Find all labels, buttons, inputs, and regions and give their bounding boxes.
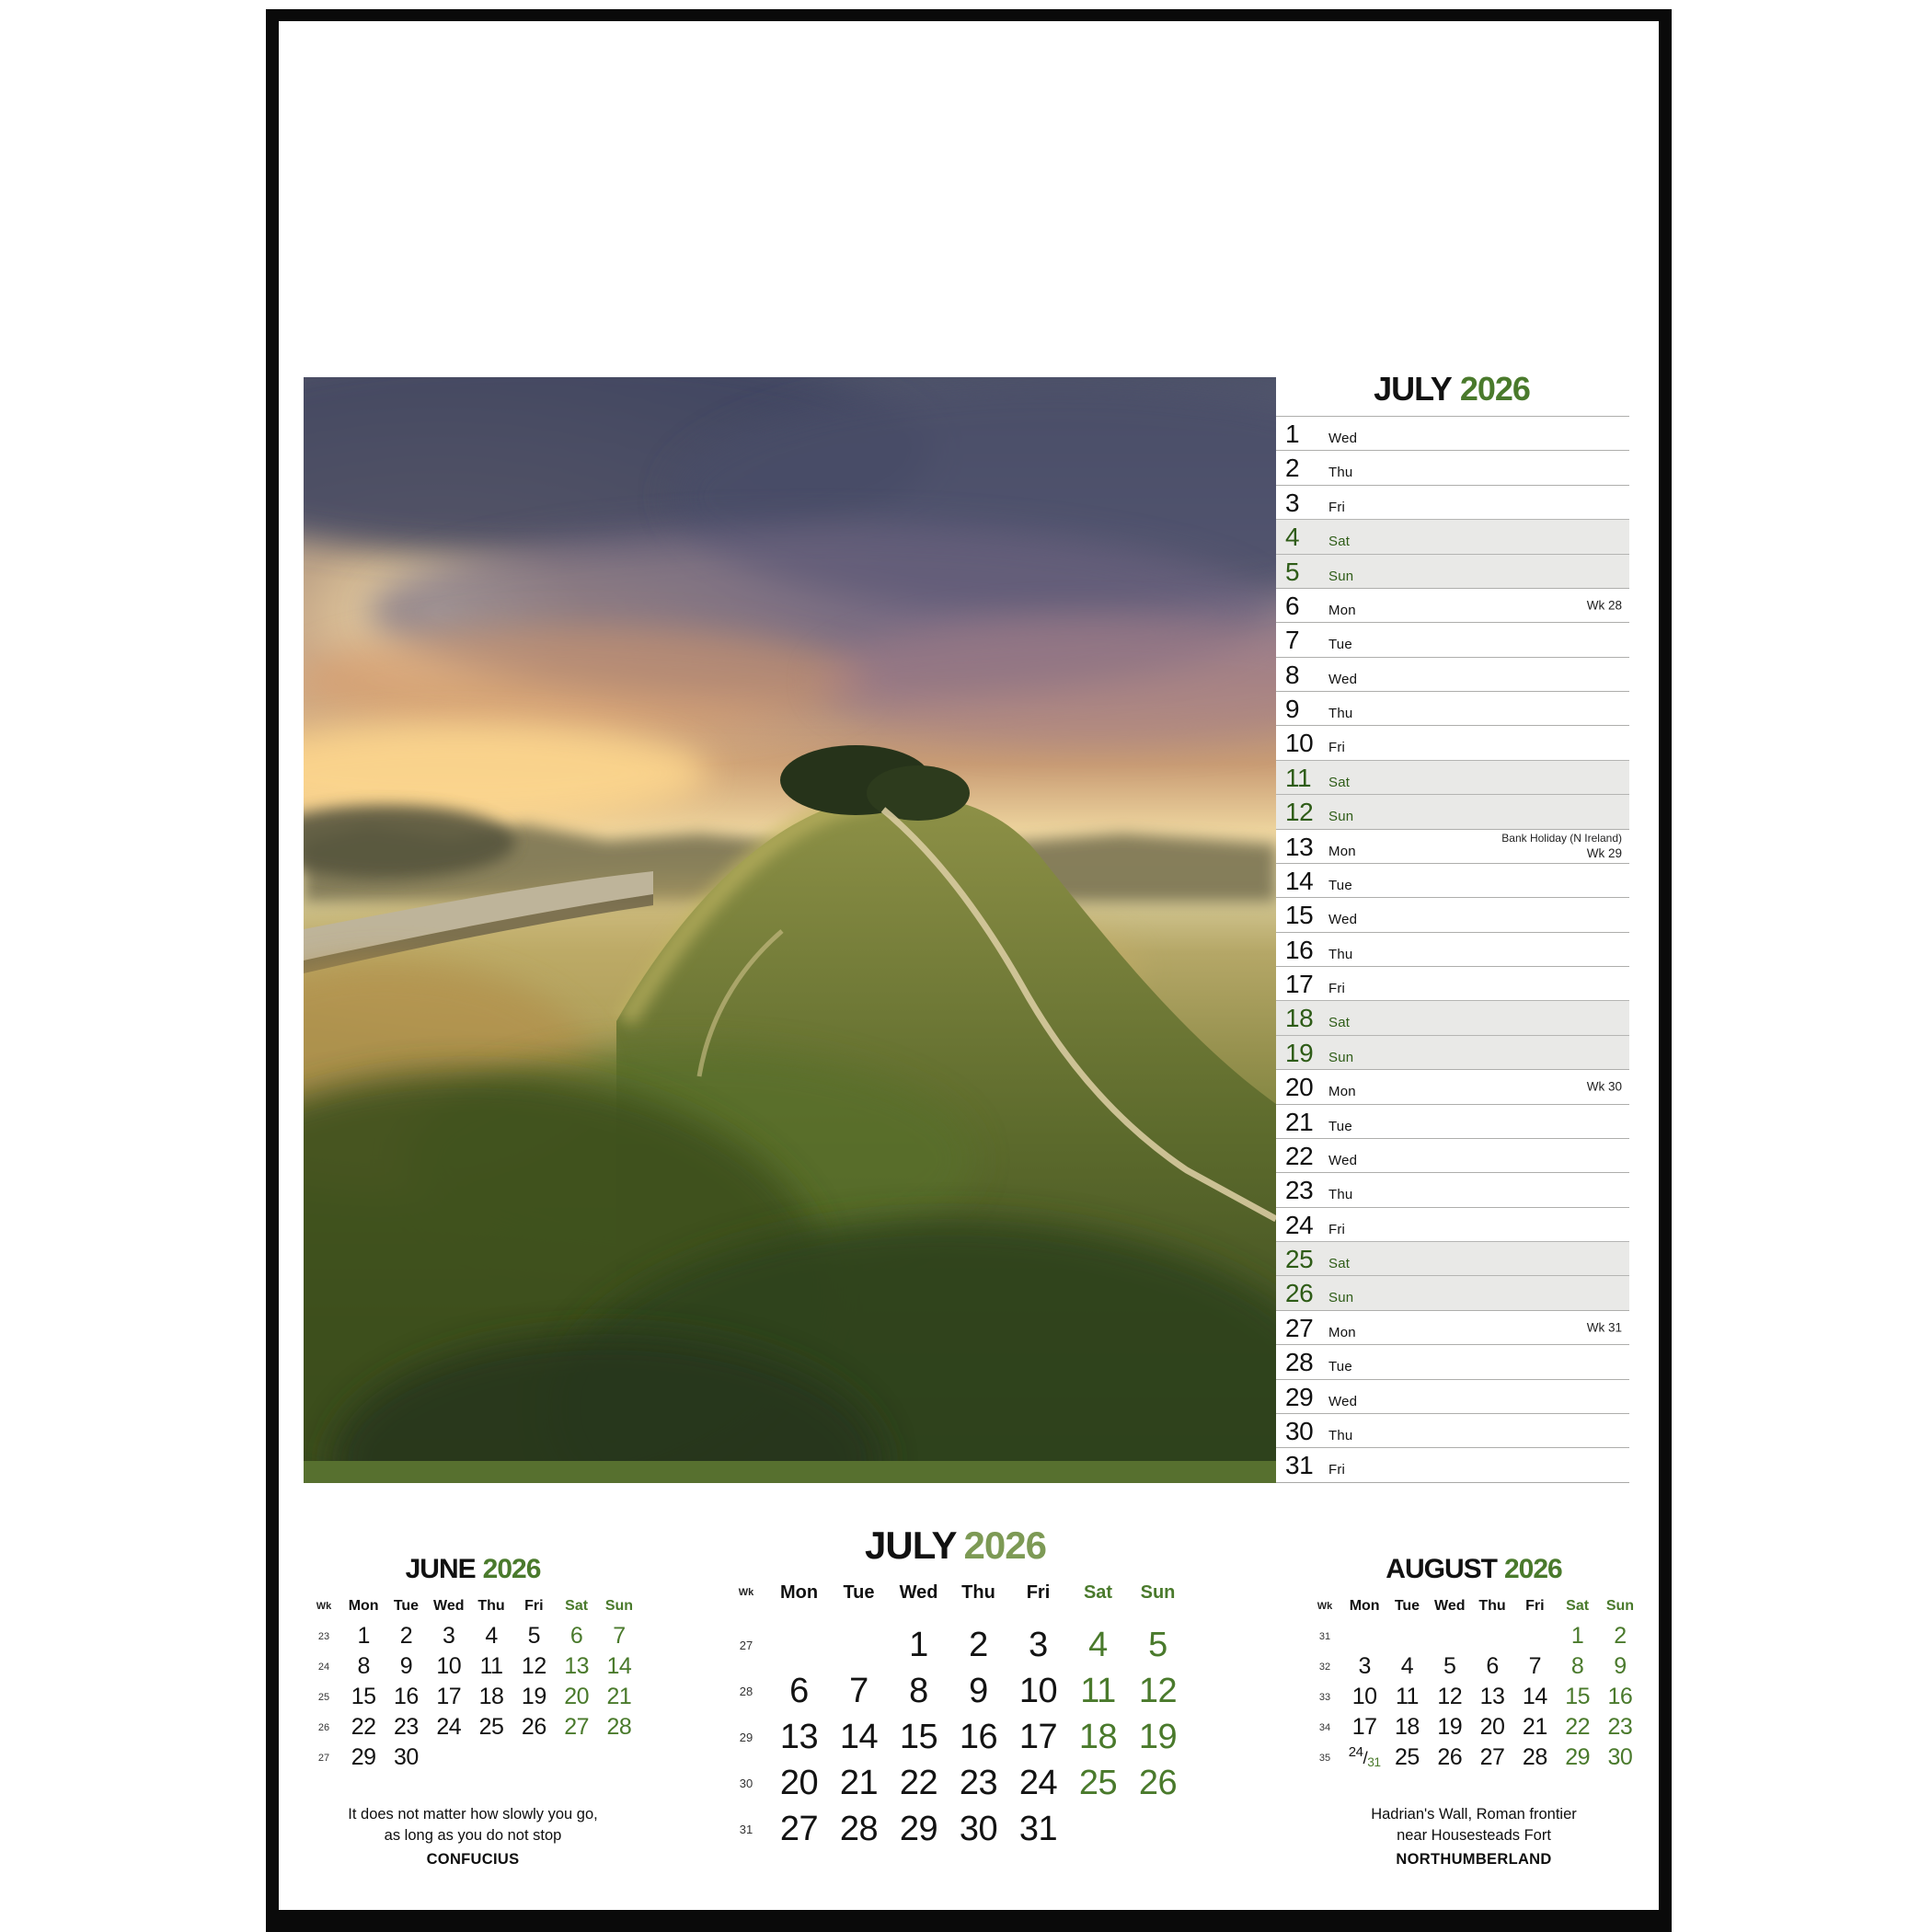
planner-row-10 bbox=[1276, 725, 1629, 759]
planner-weekday-label: Fri bbox=[1328, 1462, 1346, 1478]
week-number-label: Wk 28 bbox=[1586, 598, 1622, 613]
date-cell: 25 bbox=[1395, 1744, 1420, 1770]
planner-weekday-label: Thu bbox=[1328, 946, 1353, 962]
date-cell bbox=[1343, 1742, 1386, 1773]
planner-row-30 bbox=[1276, 1413, 1629, 1447]
planner-weekday-label: Tue bbox=[1328, 637, 1352, 653]
date-cell: 29 bbox=[1565, 1744, 1591, 1770]
date-cell: 3 bbox=[1358, 1653, 1371, 1679]
planner-rows bbox=[1276, 416, 1629, 1483]
date-cell: 15 bbox=[1565, 1684, 1591, 1709]
planner-row-31 bbox=[1276, 1447, 1629, 1481]
planner-row-26 bbox=[1276, 1275, 1629, 1309]
date-cell: 1 bbox=[1570, 1623, 1584, 1649]
planner-day-number: 3 bbox=[1285, 488, 1300, 517]
photo-green-band bbox=[304, 1461, 1276, 1483]
planner-day-number: 31 bbox=[1285, 1451, 1314, 1480]
day-header-sun: Sun bbox=[1605, 1597, 1635, 1614]
quote-line-2: as long as you do not stop bbox=[384, 1827, 562, 1844]
planner-weekday-label: Fri bbox=[1328, 1221, 1346, 1237]
planner-weekday-label: Fri bbox=[1328, 740, 1346, 756]
date-upper: 24 bbox=[1348, 1744, 1363, 1760]
planner-weekday-label: Tue bbox=[1328, 877, 1352, 893]
planner-day-number: 10 bbox=[1285, 729, 1314, 758]
date-cell: 6 bbox=[1486, 1653, 1499, 1679]
planner-day-number: 16 bbox=[1285, 935, 1314, 964]
date-cell: 28 bbox=[1522, 1744, 1547, 1770]
date-cell: 17 bbox=[436, 1684, 462, 1709]
day-header-thu: Thu bbox=[1478, 1597, 1506, 1614]
planner-row-16 bbox=[1276, 932, 1629, 966]
date-cell: 23 bbox=[1607, 1714, 1633, 1740]
planner-weekday-label: Wed bbox=[1328, 671, 1358, 687]
planner-row-9 bbox=[1276, 691, 1629, 725]
caption-line-1: Hadrian's Wall, Roman frontier bbox=[1371, 1806, 1577, 1823]
mini-june-year: 2026 bbox=[482, 1554, 541, 1584]
empty-cell bbox=[555, 1742, 597, 1773]
mini-july-grid bbox=[723, 1576, 1188, 1852]
date-cell: 13 bbox=[779, 1717, 819, 1756]
planner-row-27 bbox=[1276, 1310, 1629, 1344]
empty-cell bbox=[1386, 1621, 1428, 1651]
week-number: 24 bbox=[317, 1661, 330, 1673]
day-header-wk: Wk bbox=[316, 1600, 332, 1612]
date-cell: 2 bbox=[1614, 1623, 1627, 1649]
empty-cell bbox=[1128, 1806, 1188, 1852]
planner-day-number: 5 bbox=[1285, 557, 1300, 586]
date-cell: 4 bbox=[485, 1623, 498, 1649]
date-cell: 26 bbox=[1437, 1744, 1463, 1770]
day-header-sat: Sat bbox=[565, 1597, 589, 1614]
planner-row-29 bbox=[1276, 1379, 1629, 1413]
planner-weekday-label: Sat bbox=[1328, 1256, 1351, 1271]
week-number: 35 bbox=[1318, 1752, 1331, 1764]
date-cell: 23 bbox=[959, 1763, 998, 1802]
date-cell: 25 bbox=[478, 1714, 504, 1740]
planner-weekday-label: Sun bbox=[1328, 1290, 1354, 1306]
week-number-label: Wk 29 bbox=[1586, 845, 1622, 860]
date-cell: 4 bbox=[1400, 1653, 1414, 1679]
date-cell: 22 bbox=[899, 1763, 938, 1802]
mini-calendar-august bbox=[1306, 1554, 1641, 1773]
planner-row-19 bbox=[1276, 1035, 1629, 1069]
date-cell: 21 bbox=[839, 1763, 879, 1802]
date-cell: 14 bbox=[839, 1717, 879, 1756]
date-cell: 17 bbox=[1351, 1714, 1377, 1740]
planner-month: JULY bbox=[1374, 370, 1452, 408]
planner-weekday-label: Sun bbox=[1328, 809, 1354, 825]
week-number: 33 bbox=[1318, 1691, 1331, 1703]
planner-weekday-label: Mon bbox=[1328, 1084, 1356, 1100]
empty-cell bbox=[769, 1622, 829, 1668]
week-number: 27 bbox=[739, 1638, 753, 1652]
mini-june-month: JUNE bbox=[405, 1554, 476, 1584]
planner-day-number: 17 bbox=[1285, 970, 1314, 998]
date-cell: 21 bbox=[606, 1684, 632, 1709]
planner-day-number: 2 bbox=[1285, 454, 1300, 483]
planner-row-annotations bbox=[1501, 832, 1622, 860]
date-cell: 11 bbox=[1080, 1671, 1116, 1710]
planner-weekday-label: Sun bbox=[1328, 1049, 1354, 1065]
planner-row-4 bbox=[1276, 519, 1629, 553]
planner-day-number: 7 bbox=[1285, 626, 1300, 655]
date-cell: 8 bbox=[357, 1653, 370, 1679]
mini-calendar-july bbox=[723, 1524, 1188, 1852]
day-header-thu: Thu bbox=[961, 1581, 995, 1603]
planner-day-number: 11 bbox=[1285, 763, 1312, 792]
planner-row-8 bbox=[1276, 657, 1629, 691]
date-cell: 27 bbox=[1479, 1744, 1505, 1770]
empty-cell bbox=[1513, 1621, 1556, 1651]
planner-row-13 bbox=[1276, 829, 1629, 863]
planner-day-number: 15 bbox=[1285, 901, 1314, 930]
day-header-wk: Wk bbox=[738, 1587, 754, 1598]
date-cell: 18 bbox=[478, 1684, 504, 1709]
date-cell: 19 bbox=[1138, 1717, 1178, 1756]
photo-caption-block bbox=[1306, 1804, 1641, 1870]
planner-weekday-label: Mon bbox=[1328, 1324, 1356, 1340]
planner-day-number: 6 bbox=[1285, 591, 1300, 620]
week-number: 27 bbox=[317, 1752, 330, 1764]
day-header-mon: Mon bbox=[348, 1597, 379, 1614]
mini-august-title bbox=[1306, 1554, 1641, 1585]
planner-row-5 bbox=[1276, 554, 1629, 588]
date-cell: 10 bbox=[1351, 1684, 1377, 1709]
week-number: 34 bbox=[1318, 1721, 1331, 1733]
planner-row-20 bbox=[1276, 1069, 1629, 1103]
date-cell: 2 bbox=[969, 1625, 988, 1664]
date-cell: 16 bbox=[394, 1684, 419, 1709]
planner-weekday-label: Sat bbox=[1328, 774, 1351, 790]
date-cell: 29 bbox=[899, 1809, 938, 1848]
day-header-thu: Thu bbox=[477, 1597, 505, 1614]
planner-row-1 bbox=[1276, 416, 1629, 450]
day-header-tue: Tue bbox=[843, 1581, 875, 1603]
week-number: 28 bbox=[739, 1684, 753, 1698]
day-header-wed: Wed bbox=[433, 1597, 465, 1614]
planner-day-number: 22 bbox=[1285, 1141, 1314, 1170]
date-cell: 14 bbox=[1522, 1684, 1547, 1709]
planner-weekday-label: Thu bbox=[1328, 1427, 1353, 1443]
day-header-wk: Wk bbox=[1317, 1600, 1333, 1612]
planner-row-28 bbox=[1276, 1344, 1629, 1378]
mini-june-grid bbox=[305, 1591, 640, 1773]
planner-weekday-label: Wed bbox=[1328, 431, 1358, 446]
date-cell: 10 bbox=[1018, 1671, 1058, 1710]
date-cell: 26 bbox=[521, 1714, 546, 1740]
planner-weekday-label: Mon bbox=[1328, 843, 1356, 859]
date-cell: 5 bbox=[527, 1623, 541, 1649]
planner-row-3 bbox=[1276, 485, 1629, 519]
week-number: 30 bbox=[739, 1776, 753, 1790]
date-cell: 5 bbox=[1148, 1625, 1167, 1664]
week-number: 26 bbox=[317, 1721, 330, 1733]
empty-cell bbox=[428, 1742, 470, 1773]
planner-day-number: 30 bbox=[1285, 1416, 1314, 1445]
date-cell: 8 bbox=[1570, 1653, 1584, 1679]
planner-day-number: 28 bbox=[1285, 1348, 1314, 1377]
date-cell: 2 bbox=[399, 1623, 413, 1649]
week-number: 31 bbox=[739, 1822, 753, 1836]
planner-weekday-label: Sun bbox=[1328, 568, 1354, 584]
planner-row-6 bbox=[1276, 588, 1629, 622]
day-header-fri: Fri bbox=[524, 1597, 544, 1614]
mini-august-year: 2026 bbox=[1503, 1554, 1562, 1584]
date-cell: 13 bbox=[1479, 1684, 1505, 1709]
week-number-label: Wk 30 bbox=[1586, 1079, 1622, 1094]
planner-row-11 bbox=[1276, 760, 1629, 794]
empty-cell bbox=[1343, 1621, 1386, 1651]
date-cell: 22 bbox=[1565, 1714, 1591, 1740]
day-header-fri: Fri bbox=[1525, 1597, 1545, 1614]
date-cell: 14 bbox=[606, 1653, 632, 1679]
empty-cell bbox=[512, 1742, 555, 1773]
date-cell: 24 bbox=[1018, 1763, 1058, 1802]
planner-weekday-label: Mon bbox=[1328, 602, 1356, 618]
day-header-mon: Mon bbox=[1349, 1597, 1380, 1614]
planner-weekday-label: Fri bbox=[1328, 981, 1346, 996]
mini-calendar-june bbox=[305, 1554, 640, 1773]
date-cell: 18 bbox=[1078, 1717, 1118, 1756]
planner-day-number: 18 bbox=[1285, 1004, 1314, 1033]
date-cell: 1 bbox=[357, 1623, 370, 1649]
date-cell: 25 bbox=[1078, 1763, 1118, 1802]
planner-weekday-label: Wed bbox=[1328, 912, 1358, 928]
empty-cell bbox=[1068, 1806, 1128, 1852]
date-cell: 7 bbox=[1528, 1653, 1542, 1679]
planner-row-21 bbox=[1276, 1104, 1629, 1138]
date-cell: 18 bbox=[1395, 1714, 1420, 1740]
date-cell: 6 bbox=[789, 1671, 809, 1710]
date-cell: 1 bbox=[909, 1625, 928, 1664]
calendar-photo bbox=[304, 377, 1276, 1483]
empty-cell bbox=[470, 1742, 512, 1773]
quote-author: CONFUCIUS bbox=[426, 1851, 520, 1868]
planner-weekday-label: Wed bbox=[1328, 1393, 1358, 1409]
date-cell: 31 bbox=[1018, 1809, 1058, 1848]
planner-row-15 bbox=[1276, 897, 1629, 931]
date-cell: 8 bbox=[909, 1671, 928, 1710]
day-header-sun: Sun bbox=[604, 1597, 634, 1614]
day-header-tue: Tue bbox=[393, 1597, 420, 1614]
week-number-label: Wk 31 bbox=[1586, 1320, 1622, 1335]
planner-day-number: 4 bbox=[1285, 523, 1300, 552]
planner-day-number: 24 bbox=[1285, 1210, 1314, 1239]
photo-artwork bbox=[304, 377, 1276, 1483]
date-cell: 30 bbox=[394, 1744, 419, 1770]
date-cell: 6 bbox=[569, 1623, 583, 1649]
date-cell: 5 bbox=[1443, 1653, 1456, 1679]
planner-weekday-label: Thu bbox=[1328, 706, 1353, 721]
date-cell: 26 bbox=[1138, 1763, 1178, 1802]
date-cell: 27 bbox=[564, 1714, 590, 1740]
date-cell: 9 bbox=[969, 1671, 988, 1710]
date-cell: 10 bbox=[436, 1653, 462, 1679]
date-cell: 15 bbox=[351, 1684, 376, 1709]
week-number: 32 bbox=[1318, 1661, 1331, 1673]
mini-august-grid bbox=[1306, 1591, 1641, 1773]
date-cell: 12 bbox=[521, 1653, 546, 1679]
date-cell: 30 bbox=[959, 1809, 998, 1848]
date-cell: 3 bbox=[1029, 1625, 1048, 1664]
planner-row-17 bbox=[1276, 966, 1629, 1000]
planner-row-2 bbox=[1276, 450, 1629, 484]
empty-cell bbox=[829, 1622, 889, 1668]
date-cell: 16 bbox=[1607, 1684, 1633, 1709]
mini-june-title bbox=[305, 1554, 640, 1585]
planner-day-number: 19 bbox=[1285, 1038, 1314, 1067]
date-cell: 9 bbox=[1614, 1653, 1627, 1679]
date-cell: 7 bbox=[613, 1623, 626, 1649]
planner-day-number: 14 bbox=[1285, 866, 1314, 895]
date-cell: 3 bbox=[443, 1623, 455, 1649]
planner-weekday-label: Wed bbox=[1328, 1152, 1358, 1168]
mini-august-month: AUGUST bbox=[1386, 1554, 1497, 1584]
day-header-tue: Tue bbox=[1394, 1597, 1420, 1614]
date-cell: 24 bbox=[436, 1714, 462, 1740]
planner-row-25 bbox=[1276, 1241, 1629, 1275]
planner-weekday-label: Sat bbox=[1328, 1015, 1351, 1031]
date-cell: 13 bbox=[564, 1653, 590, 1679]
planner-weekday-label: Fri bbox=[1328, 499, 1346, 515]
planner-row-7 bbox=[1276, 622, 1629, 656]
planner-title bbox=[1268, 371, 1636, 408]
date-cell: 29 bbox=[351, 1744, 376, 1770]
mini-july-month: JULY bbox=[865, 1524, 957, 1567]
date-lower: 31 bbox=[1367, 1755, 1381, 1769]
planner-year: 2026 bbox=[1459, 370, 1530, 408]
date-cell: 20 bbox=[779, 1763, 819, 1802]
empty-cell bbox=[598, 1742, 640, 1773]
planner-row-23 bbox=[1276, 1172, 1629, 1206]
planner-row-14 bbox=[1276, 863, 1629, 897]
planner-day-number: 29 bbox=[1285, 1382, 1314, 1411]
week-number: 23 bbox=[317, 1630, 330, 1642]
date-cell: 27 bbox=[779, 1809, 819, 1848]
day-header-sat: Sat bbox=[1083, 1581, 1113, 1603]
planner-day-number: 21 bbox=[1285, 1107, 1314, 1136]
planner-weekday-label: Tue bbox=[1328, 1118, 1352, 1134]
mini-july-title bbox=[723, 1524, 1188, 1567]
planner-weekday-label: Thu bbox=[1328, 465, 1353, 481]
date-cell: 4 bbox=[1088, 1625, 1108, 1664]
planner-row-24 bbox=[1276, 1207, 1629, 1241]
date-cell: 12 bbox=[1138, 1671, 1178, 1710]
date-cell: 21 bbox=[1522, 1714, 1547, 1740]
date-cell: 7 bbox=[849, 1671, 868, 1710]
day-header-wed: Wed bbox=[899, 1581, 938, 1603]
week-number: 25 bbox=[317, 1691, 330, 1703]
caption-location: NORTHUMBERLAND bbox=[1396, 1851, 1552, 1868]
planner-day-number: 8 bbox=[1285, 660, 1300, 689]
quote-line-1: It does not matter how slowly you go, bbox=[348, 1806, 598, 1823]
date-cell: 15 bbox=[899, 1717, 938, 1756]
planner-day-number: 23 bbox=[1285, 1176, 1314, 1205]
date-cell: 19 bbox=[1437, 1714, 1463, 1740]
planner-day-number: 26 bbox=[1285, 1279, 1314, 1308]
date-cell: 23 bbox=[394, 1714, 419, 1740]
mini-july-year: 2026 bbox=[963, 1524, 1046, 1567]
planner-weekday-label: Thu bbox=[1328, 1187, 1353, 1203]
date-cell: 22 bbox=[351, 1714, 376, 1740]
empty-cell bbox=[1429, 1621, 1471, 1651]
planner-day-number: 20 bbox=[1285, 1073, 1314, 1102]
caption-line-2: near Housesteads Fort bbox=[1397, 1827, 1551, 1844]
day-header-sat: Sat bbox=[1566, 1597, 1590, 1614]
planner-day-number: 1 bbox=[1285, 420, 1300, 448]
date-cell: 17 bbox=[1018, 1717, 1058, 1756]
day-header-wed: Wed bbox=[1434, 1597, 1466, 1614]
planner-weekday-label: Tue bbox=[1328, 1359, 1352, 1375]
quote-block bbox=[305, 1804, 640, 1870]
date-cell: 19 bbox=[521, 1684, 546, 1709]
planner-row-18 bbox=[1276, 1000, 1629, 1034]
date-cell: 20 bbox=[1479, 1714, 1505, 1740]
calendar-page bbox=[279, 21, 1659, 1910]
date-cell: 16 bbox=[959, 1717, 998, 1756]
date-cell: 9 bbox=[399, 1653, 413, 1679]
date-cell: 12 bbox=[1437, 1684, 1463, 1709]
week-number: 29 bbox=[739, 1730, 753, 1744]
planner-day-number: 9 bbox=[1285, 695, 1300, 723]
planner-weekday-label: Sat bbox=[1328, 534, 1351, 550]
date-cell: 20 bbox=[564, 1684, 590, 1709]
date-cell: 11 bbox=[479, 1653, 503, 1679]
date-cell: 28 bbox=[606, 1714, 632, 1740]
day-header-mon: Mon bbox=[779, 1581, 819, 1603]
day-header-fri: Fri bbox=[1026, 1581, 1051, 1603]
bank-holiday-note: Bank Holiday (N Ireland) bbox=[1501, 832, 1622, 845]
empty-cell bbox=[1471, 1621, 1513, 1651]
planner-row-12 bbox=[1276, 794, 1629, 828]
planner-day-number: 13 bbox=[1285, 832, 1314, 861]
date-cell: 11 bbox=[1395, 1684, 1419, 1709]
planner-day-number: 27 bbox=[1285, 1313, 1314, 1342]
planner-day-number: 12 bbox=[1285, 798, 1314, 827]
date-slash: / bbox=[1363, 1747, 1368, 1767]
planner-row-22 bbox=[1276, 1138, 1629, 1172]
planner-day-number: 25 bbox=[1285, 1245, 1314, 1273]
day-header-sun: Sun bbox=[1140, 1581, 1176, 1603]
date-cell: 28 bbox=[839, 1809, 879, 1848]
date-cell: 30 bbox=[1607, 1744, 1633, 1770]
week-number: 31 bbox=[1318, 1630, 1331, 1642]
